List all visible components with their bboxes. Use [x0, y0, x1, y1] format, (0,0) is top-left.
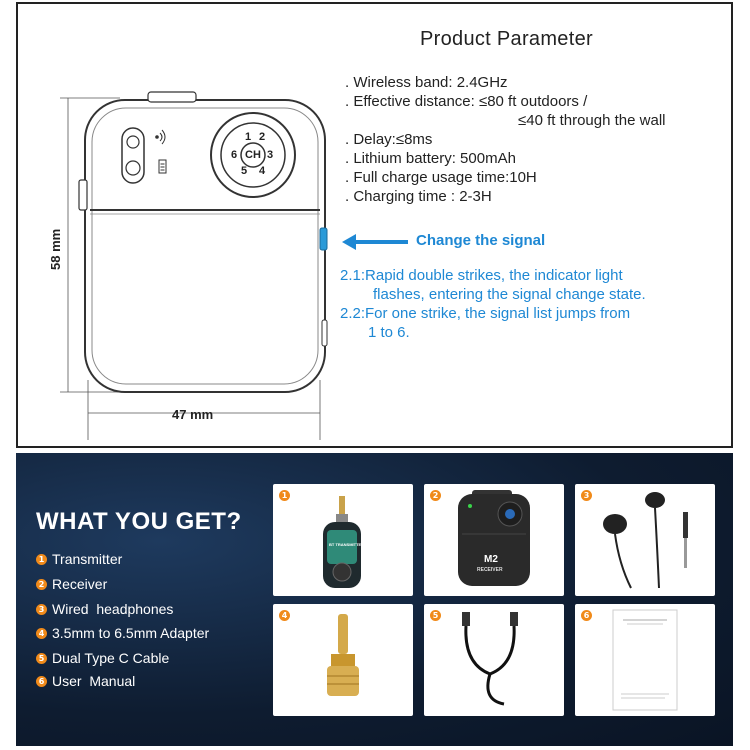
receiver-image	[424, 484, 564, 596]
parameter-title: Product Parameter	[420, 28, 593, 50]
param-delay: . Delay:≤8ms	[345, 131, 433, 148]
list-item	[36, 576, 107, 592]
width-dimension: 47 mm	[172, 407, 214, 422]
what-you-get-title: WHAT YOU GET?	[36, 508, 242, 535]
badge-number: 3	[36, 604, 47, 615]
arrow-left-icon	[342, 232, 408, 252]
adapter-image	[273, 604, 413, 716]
card-headphones	[575, 484, 715, 596]
transmitter-label: BT TRANSMITTER	[329, 542, 365, 547]
param-distance-wall: ≤40 ft through the wall	[518, 112, 666, 129]
change-signal-label: Change the signal	[416, 232, 546, 249]
card-receiver	[424, 484, 564, 596]
channel-5: 5	[241, 165, 248, 177]
channel-3: 3	[267, 149, 274, 161]
badge-number: 6	[36, 676, 47, 687]
receiver-label: RECEIVER	[477, 567, 503, 573]
channel-4: 4	[259, 165, 266, 177]
param-charging-time: . Charging time : 2-3H	[345, 188, 492, 205]
cable-image	[424, 604, 564, 716]
device-diagram	[40, 80, 340, 440]
item-label: 3.5mm to 6.5mm Adapter	[52, 625, 210, 641]
list-item	[36, 551, 122, 567]
param-usage-time: . Full charge usage time:10H	[345, 169, 537, 186]
badge-number: 6	[581, 610, 592, 621]
badge-number: 3	[581, 490, 592, 501]
param-wireless-band: . Wireless band: 2.4GHz	[345, 74, 508, 91]
channel-label: CH	[245, 149, 261, 161]
signal-note-2: 2.2:For one strike, the signal list jumps from	[340, 305, 631, 322]
item-label: Dual Type C Cable	[52, 650, 170, 666]
card-transmitter	[273, 484, 413, 596]
badge-number: 2	[430, 490, 441, 501]
list-item	[36, 625, 209, 641]
signal-note-2-cont: 1 to 6.	[368, 324, 410, 341]
channel-6: 6	[231, 149, 238, 161]
receiver-model: M2	[484, 554, 498, 565]
badge-number: 5	[36, 653, 47, 664]
card-adapter	[273, 604, 413, 716]
badge-number: 4	[279, 610, 290, 621]
signal-note-1-cont: flashes, entering the signal change state.	[373, 286, 646, 303]
badge-number: 1	[36, 554, 47, 565]
item-label: Receiver	[52, 576, 108, 592]
channel-dial-labels	[213, 115, 293, 195]
badge-number: 2	[36, 579, 47, 590]
list-item	[36, 601, 173, 617]
manual-image	[575, 604, 715, 716]
list-item	[36, 650, 169, 666]
headphones-image	[575, 484, 715, 596]
badge-number: 5	[430, 610, 441, 621]
card-cable	[424, 604, 564, 716]
param-battery: . Lithium battery: 500mAh	[345, 150, 516, 167]
card-manual	[575, 604, 715, 716]
transmitter-image	[273, 484, 413, 596]
height-dimension: 58 mm	[48, 228, 63, 270]
signal-note-1: 2.1:Rapid double strikes, the indicator light	[340, 267, 623, 284]
channel-2: 2	[259, 131, 266, 143]
badge-number: 1	[279, 490, 290, 501]
param-distance: . Effective distance: ≤80 ft outdoors /	[345, 93, 588, 110]
channel-1: 1	[245, 131, 252, 143]
badge-number: 4	[36, 628, 47, 639]
item-label: User Manual	[52, 673, 136, 689]
item-label: Transmitter	[52, 551, 123, 567]
item-label: Wired headphones	[52, 601, 174, 617]
list-item	[36, 673, 135, 689]
